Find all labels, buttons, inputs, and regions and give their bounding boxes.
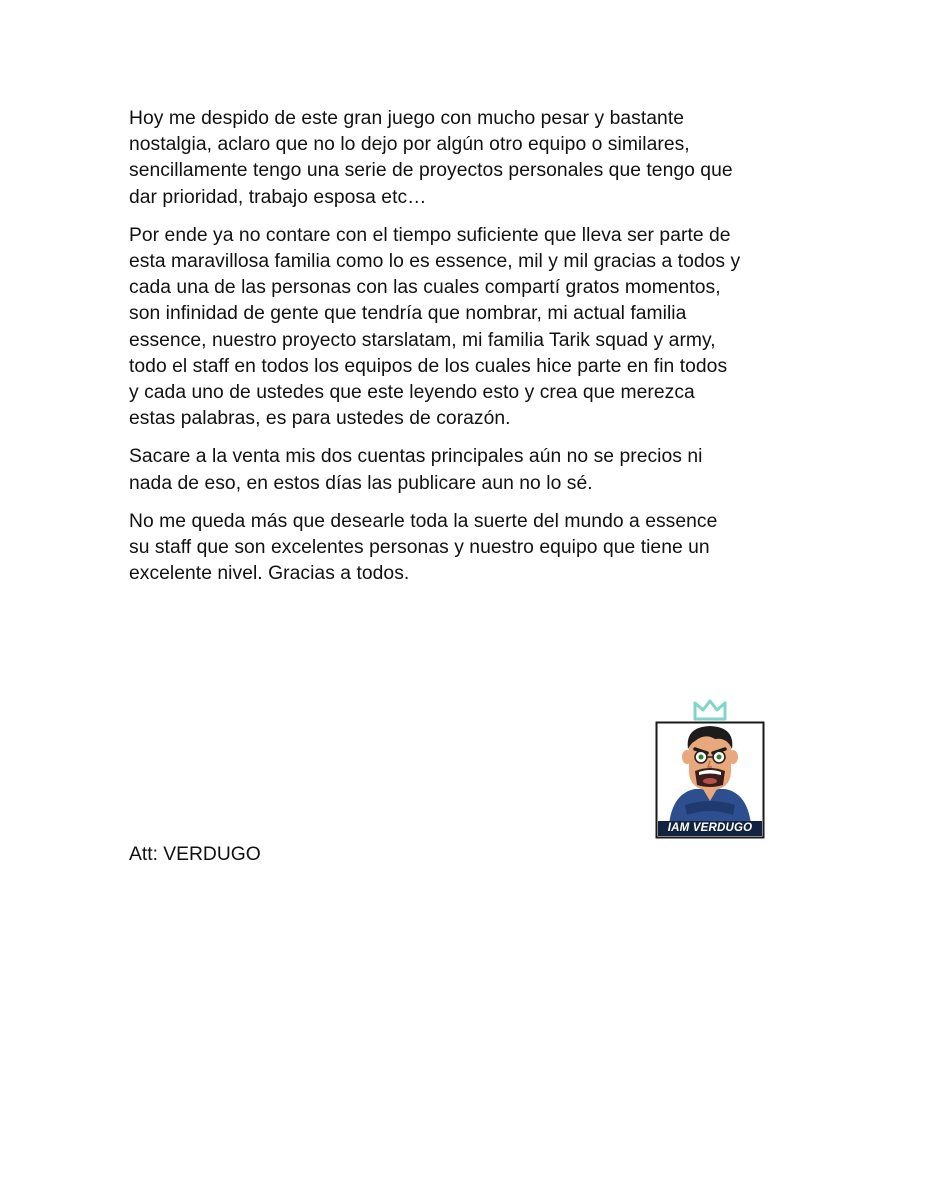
paragraph-2: Por ende ya no contare con el tiempo suficiente que lleva ser parte de esta maravillosa familia como lo es essence, mil y mil gracias a todos y cada una de las personas con las cuales compartí gratos momentos, son infinidad de gente que tendría que nombrar, mi actual familia essence, nuestro proyecto starslatam, mi familia Tarik squad y army, todo el staff en todos los equipos de los cuales hice parte en fin todos y cada uno de ustedes que este leyendo esto y crea que merezca estas palabras, es para ustedes de corazón. bbox=[129, 224, 741, 430]
paragraph-4: No me queda más que desearle toda la suerte del mundo a essence su staff que son excelentes personas y nuestro equipo que tiene un excelente nivel. Gracias a todos. bbox=[129, 510, 718, 585]
verdugo-logo bbox=[655, 693, 765, 839]
paragraph-1: Hoy me despido de este gran juego con mucho pesar y bastante nostalgia, aclaro que no lo dejo por algún otro equipo o similares, sencillamente tengo una serie de proyectos personales que tengo que dar prioridad, trabajo esposa etc… bbox=[129, 108, 733, 208]
paragraph-3: Sacare a la venta mis dos cuentas principales aún no se precios ni nada de eso, en estos días las publicare aun no lo sé. bbox=[129, 446, 703, 494]
logo-label: IAM VERDUGO bbox=[667, 822, 753, 834]
crown-icon bbox=[695, 701, 725, 719]
letter-body bbox=[129, 106, 819, 599]
verdugo-avatar-icon bbox=[655, 693, 765, 839]
signature: Att: VERDUGO bbox=[129, 844, 261, 865]
